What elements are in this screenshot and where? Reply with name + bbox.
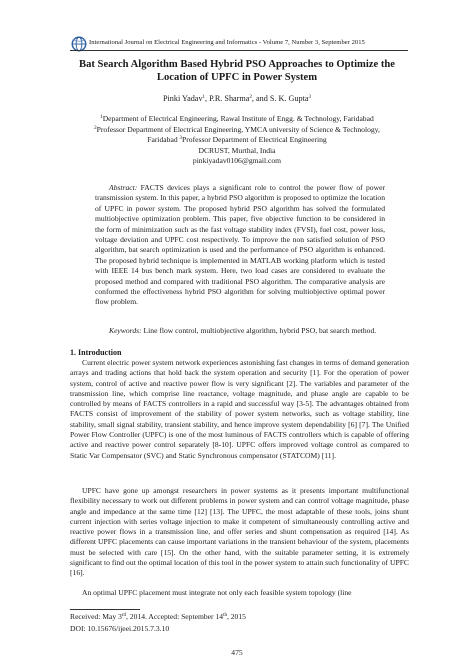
author-name: P.R. Sharma: [209, 94, 250, 103]
header-divider: [70, 50, 408, 51]
author-superscript: 1: [202, 95, 206, 100]
affiliation-superscript: 1: [100, 115, 103, 120]
author-separator: ,: [205, 94, 210, 103]
body-paragraph: UPFC have gone up amongst researchers in power systems as it presents important multifunctional flexibility necessary to work out different problems in power system and can control voltage magnitude, phase angle and impedance at the same time [12] [13]. The UPFC, the most adaptable of these tools, joins shunt current injection with series voltage injection to make it competent of simultaneously controlling active and reactive power flows in a transmission line, and offer series and shunt compensation as required [14]. As different UPFC placements can cause important variations in the transient behaviour of the system, placements must be selected with care [15]. On the other hand, with the suitable parameter setting, it is extremely significant to find out the optimal location of this tool in the power system to attain such functionality of UPFC [16].: [70, 486, 409, 578]
affiliation-line: DCRUST, Murthal, India: [198, 145, 276, 155]
affiliation-line: [60, 135, 414, 146]
accepted-text: , 2014. Accepted: September 14: [126, 612, 224, 621]
affiliation-text: Professor Department of Electrical Engineering: [182, 135, 327, 144]
author-superscript: 3: [308, 95, 312, 100]
paper-title: Bat Search Algorithm Based Hybrid PSO Approaches to Optimize the Location of UPFC in Power System: [79, 59, 395, 83]
doi-line: DOI: 10.15676/ijeei.2015.7.3.10: [70, 624, 170, 633]
affiliation-text: Faridabad: [147, 135, 180, 144]
affiliations: [60, 114, 414, 167]
body-paragraph: Current electric power system network experiences astonishing fast changes in terms of demand generation arrays and trading actions that hold back the system operation and security [1]. For the operation of power system, control of active and reactive power flow is very significant [2]. The variables and parameter of the transmission line, which comprise line reactance, voltage magnitude, and phase angle are capable to be controlled by means of FACTS controllers in a rapid and successful way [3-5]. The advantages obtained from FACTS consist of improvement of the stability of power system networks, such as voltage stability, line stability, small signal stability, transient stability, and hence improve system dependability [6] [7]. The Unified Power Flow Controller (UPFC) is one of the most luminous of FACTS controllers which is capable of offering active and reactive power control separately [8-10]. UPFC offers improved voltage control as compared to Static Var Compensator (SVC) and Static Synchronous compensator (STATCOM) [11].: [70, 358, 409, 460]
affiliation-superscript: 3: [179, 136, 183, 141]
author-list: [60, 94, 414, 103]
author-name: S. K. Gupta: [269, 94, 309, 103]
author-email: pinkiyadav0106@gmail.com: [192, 156, 282, 165]
abstract-text: FACTS devices plays a significant role to control the power flow of power transmission system. In this paper, a hybrid PSO algorithm is proposed to optimize the location of UPFC in power system. The proposed hybrid PSO algorithm has solved the formulated multiobjective optimization problem. This paper, five objective function to be considered in the form of minimization such as the fast voltage stability index (FVSI), fuel cost, power loss, voltage deviation and UPFC cost respectively. To improve the non satisfied solution of PSO algorithm, bat search optimization is used and the performance of PSO algorithm is enhanced. The proposed hybrid technique is implemented in MATLAB working platform which is tested with IEEE 14 bus bench mark system. Here, two load cases are considered to evaluate the proposed method and compared with traditional PSO algorithm. The comparative analysis are conformed the effectiveness hybrid PSO algorithm for solving multiobjective optimal power flow problem.: [95, 183, 385, 307]
affiliation-text: Professor Department of Electrical Engineering, YMCA university of Science & Technology,: [96, 124, 380, 134]
abstract-label: Abstract:: [109, 183, 138, 192]
journal-header-text: International Journal on Electrical Engineering and Informatics - Volume 7, Number 3, September 2015: [89, 39, 365, 46]
affiliation-line: [60, 114, 414, 125]
body-paragraph: An optimal UPFC placement must integrate not only each feasible system topology (line: [82, 588, 352, 597]
abstract: [95, 183, 385, 308]
keywords-label: Keywords:: [109, 326, 142, 335]
received-dates: [70, 612, 246, 621]
section-heading: 1. Introduction: [70, 348, 122, 357]
footnote-divider: [70, 609, 140, 610]
author-superscript: 2: [249, 95, 252, 100]
affiliation-superscript: 2: [94, 125, 97, 131]
author-name: Pinki Yadav: [162, 94, 203, 103]
accepted-year: , 2015: [226, 612, 246, 621]
date-superscript: rd: [121, 613, 127, 618]
keywords-text: Line flow control, multiobjective algorithm, hybrid PSO, bat search method.: [141, 326, 377, 335]
affiliation-line: [60, 125, 414, 136]
author-separator: , and: [251, 94, 270, 103]
date-superscript: th: [223, 613, 227, 618]
affiliation-text: Department of Electrical Engineering, Rawal Institute of Engg. & Technology, Faridabad: [102, 114, 374, 123]
keywords: [95, 326, 385, 336]
page-number: 475: [231, 648, 243, 657]
received-text: Received: May 3: [70, 612, 122, 621]
